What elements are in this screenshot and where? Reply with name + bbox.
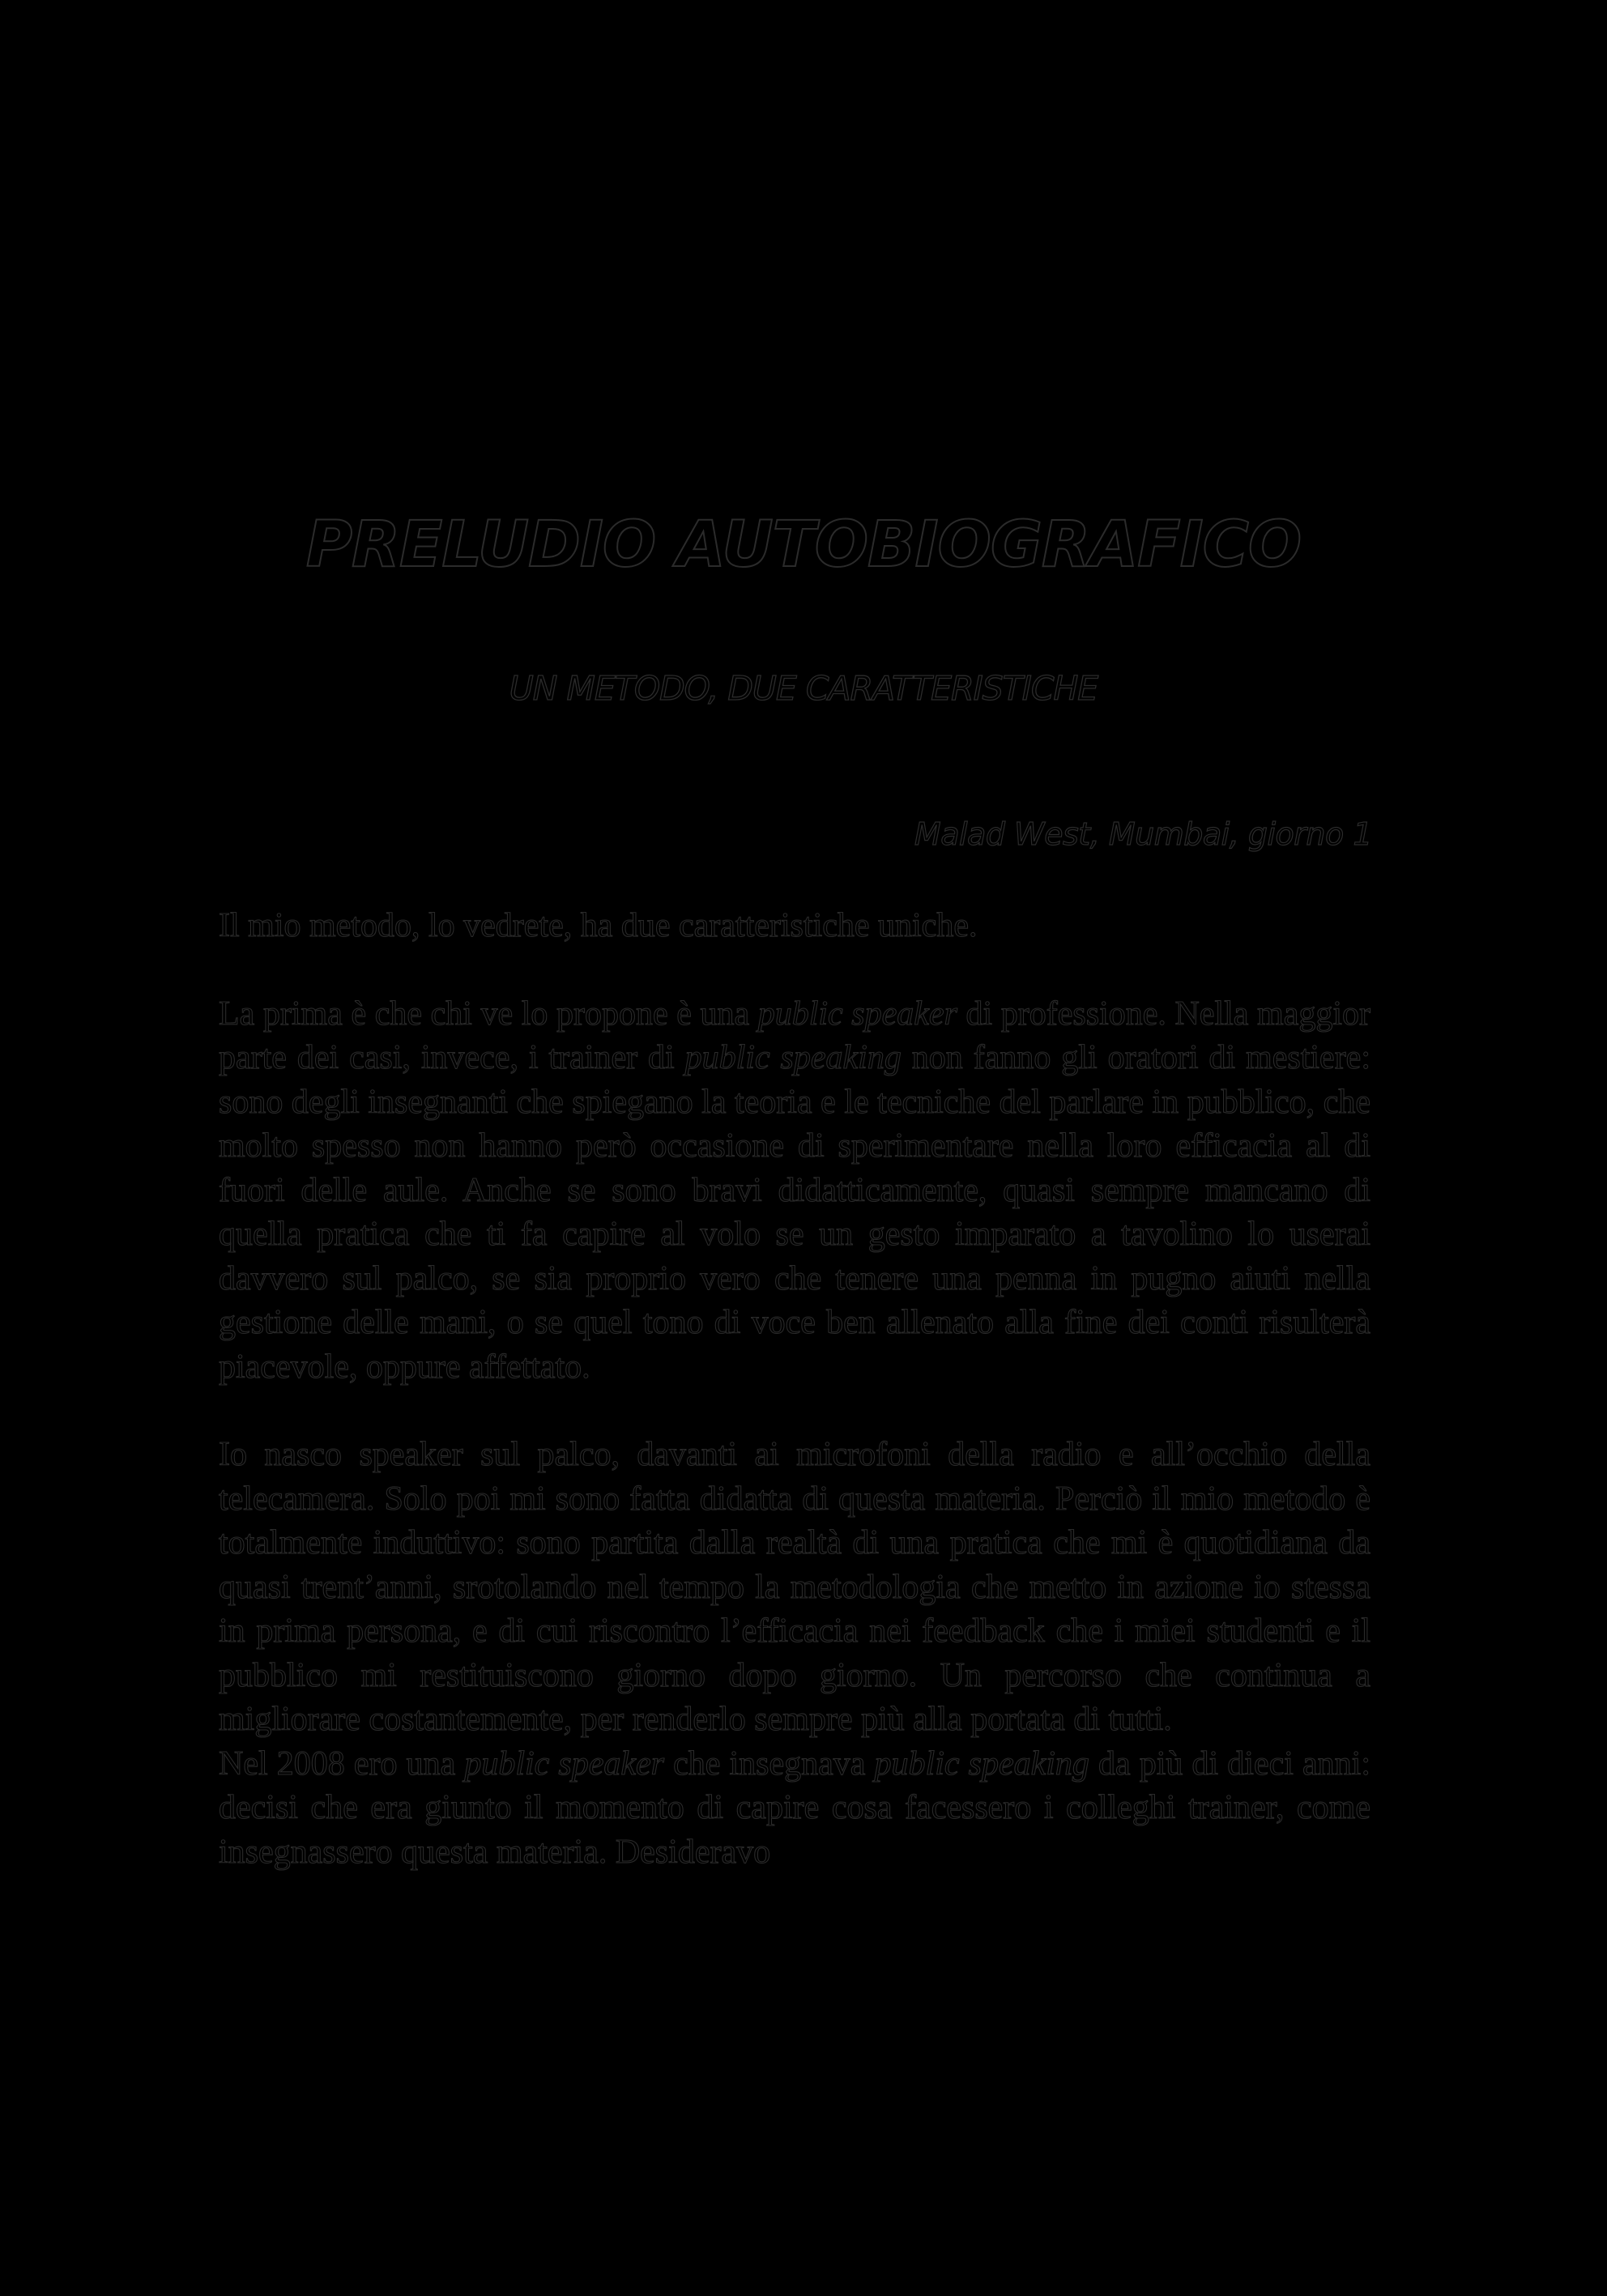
chapter-subtitle: UN METODO, DUE CARATTERISTICHE bbox=[509, 669, 1098, 708]
paragraph-2-text-a: La prima è che chi ve lo propone è una bbox=[219, 995, 758, 1033]
paragraph-4-italic-d: public speaking bbox=[874, 1744, 1089, 1783]
paragraph-2-italic-d: public speaking bbox=[684, 1039, 902, 1076]
body-text bbox=[219, 904, 1370, 1874]
paragraph-4-text-a: Nel 2008 ero una bbox=[219, 1744, 465, 1783]
paragraph-4-text-e: da più di dieci anni: decisi che era giunto il momento di capire cosa facessero i colleghi trainer, come insegnassero questa materia. Desideravo bbox=[219, 1744, 1370, 1871]
paragraph-4-text-c: che insegnava bbox=[664, 1744, 875, 1783]
dateline: Malad West, Mumbai, giorno 1 bbox=[914, 816, 1372, 852]
paragraph-2-text-e: non fanno gli oratori di mestiere: sono degli insegnanti che spiegano la teoria e le tecniche del parlare in pubblico, che molto spesso non hanno però occasione di sperimentare nella loro efficacia al di fuori delle aule. Anche se sono bravi didatticamente, quasi sempre mancano di quella pratica che ti fa capire al volo se un gesto imparato a tavolino lo userai davvero sul palco, se sia proprio vero che tenere una penna in pugno aiuti nella gestione delle mani, o se quel tono di voce ben allenato alla fine dei conti risulterà piacevole, oppure affettato. bbox=[219, 1039, 1370, 1386]
paragraph-1: Il mio metodo, lo vedrete, ha due caratteristiche uniche. bbox=[219, 907, 978, 944]
paragraph-2-text-c: di professione. Nella maggior parte dei casi, invece, i trainer di bbox=[219, 995, 1370, 1076]
paragraph-4 bbox=[219, 1742, 1370, 1875]
paragraph-2-italic-b: public speaker bbox=[757, 995, 957, 1033]
paragraph-3: Io nasco speaker sul palco, davanti ai microfoni della radio e all’occhio della telecamera. Solo poi mi sono fatta didatta di questa materia. Perciò il mio metodo è totalmente induttivo: sono partita dalla realtà di una pratica che mi è quotidiana da quasi trent’anni, srotolando nel tempo la metodologia che metto in azione io stessa in prima persona, e di cui riscontro l’efficacia nei feedback che i miei studenti e il pubblico mi restituiscono giorno dopo giorno. Un percorso che continua a migliorare costantemente, per renderlo sempre più alla portata di tutti. bbox=[219, 1436, 1370, 1738]
chapter-title: PRELUDIO AUTOBIOGRAFICO bbox=[305, 509, 1302, 581]
paragraph-4-italic-b: public speaker bbox=[464, 1744, 665, 1783]
paragraph-2 bbox=[219, 992, 1370, 1390]
